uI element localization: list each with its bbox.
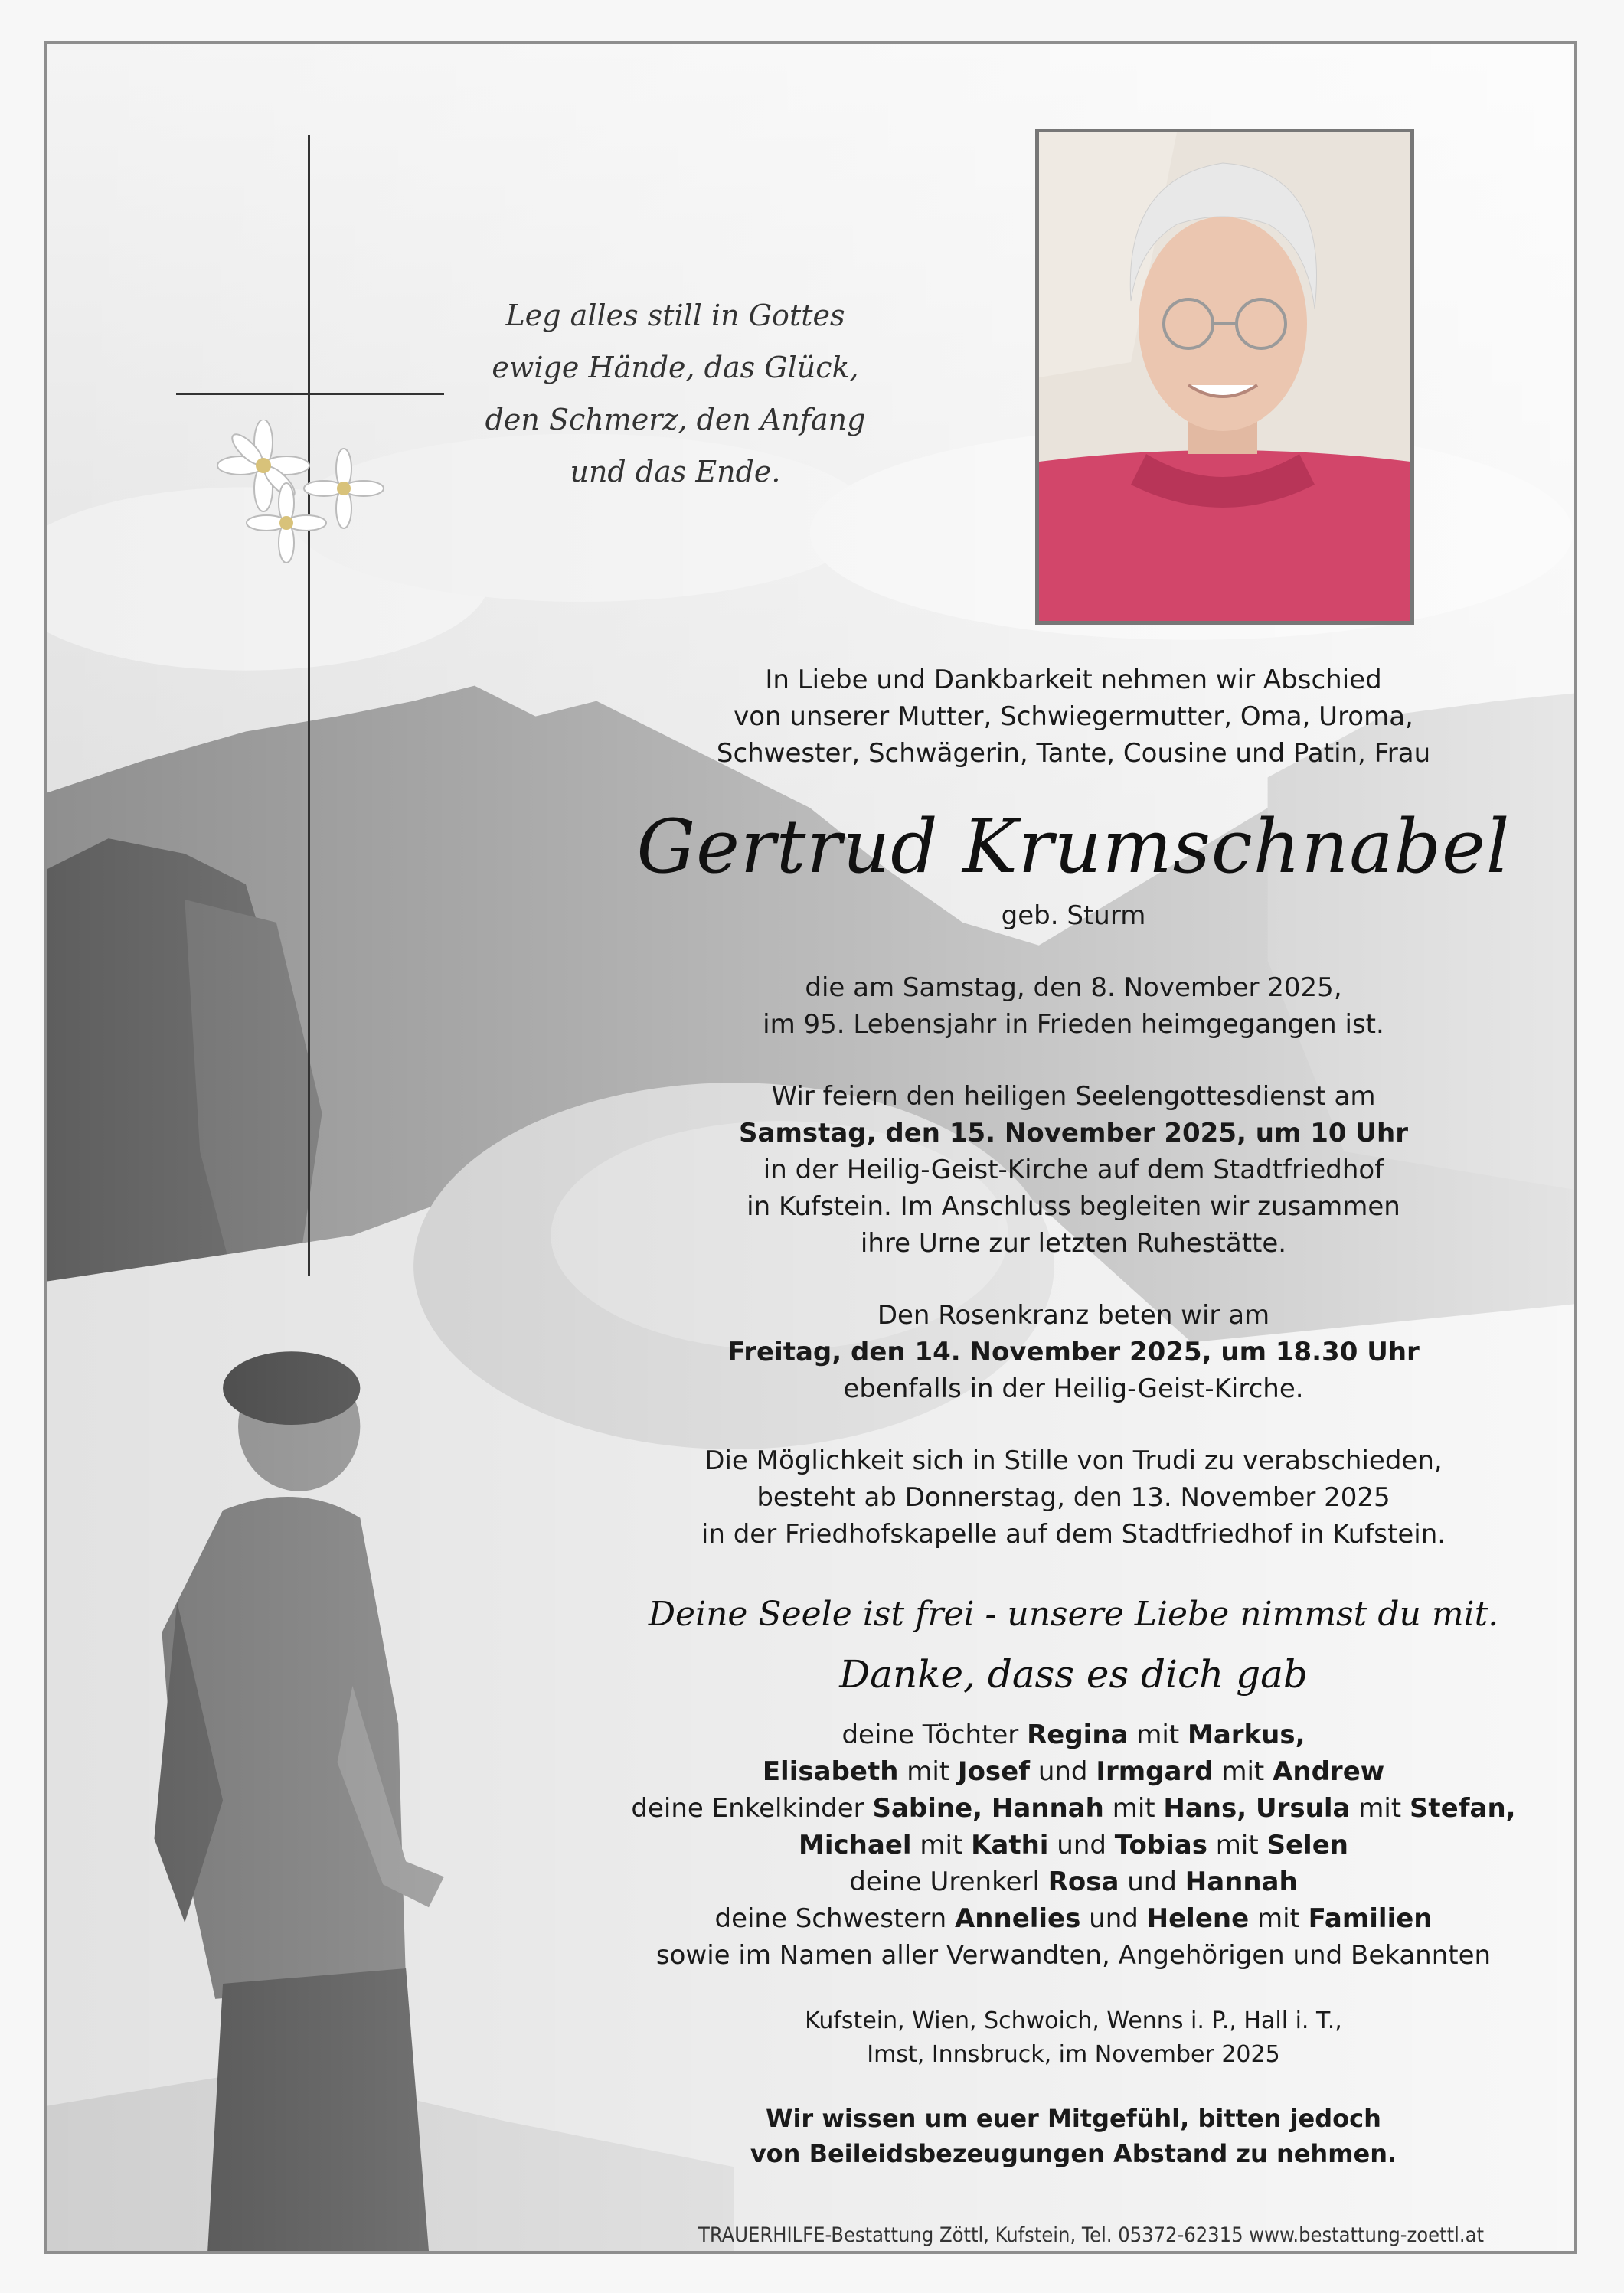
intro-line: Schwester, Schwägerin, Tante, Cousine und Patin, Frau (716, 738, 1431, 769)
farewell-line: besteht ab Donnerstag, den 13. November 2025 (756, 1482, 1390, 1513)
farewell-line: in der Friedhofskapelle auf dem Stadtfriedhof in Kufstein. (701, 1519, 1446, 1550)
request-line: von Beileidsbezeugungen Abstand zu nehmen. (750, 2139, 1397, 2168)
service-line: ihre Urne zur letzten Ruhestätte. (860, 1228, 1287, 1259)
motto-line: Deine Seele ist frei - unsere Liebe nimmst du mit. (648, 1595, 1499, 1634)
obituary-text (568, 661, 1577, 2171)
service-line: in Kufstein. Im Anschluss begleiten wir zusammen (747, 1191, 1400, 1222)
mourner-line: deine Schwestern Annelies und Helene mit Familien (714, 1903, 1433, 1934)
farewell-line: Die Möglichkeit sich in Stille von Trudi zu verabschieden, (704, 1445, 1443, 1476)
poem-line: Leg alles still in Gottes (505, 299, 845, 332)
service-line: in der Heilig-Geist-Kirche auf dem Stadtfriedhof (763, 1155, 1384, 1185)
poem-line: ewige Hände, das Glück, (492, 351, 859, 384)
rosary-line: Den Rosenkranz beten wir am (877, 1300, 1270, 1331)
service-date: Samstag, den 15. November 2025, um 10 Uhr (739, 1118, 1408, 1148)
places-line: Kufstein, Wien, Schwoich, Wenns i. P., Hall i. T., (805, 2007, 1342, 2034)
portrait-photo (1035, 129, 1414, 625)
rosary-line: ebenfalls in der Heilig-Geist-Kirche. (843, 1374, 1304, 1404)
obituary-card (44, 41, 1577, 2254)
mourner-line: deine Enkelkinder Sabine, Hannah mit Hans, Ursula mit Stefan, (631, 1793, 1516, 1824)
poem-quote (476, 289, 874, 498)
request-line: Wir wissen um euer Mitgefühl, bitten jedoch (766, 2104, 1381, 2133)
poem-line: den Schmerz, den Anfang (485, 403, 866, 436)
mourner-line: Michael mit Kathi und Tobias mit Selen (799, 1830, 1348, 1860)
edelweiss-flowers-icon (210, 420, 394, 619)
service-line: Wir feiern den heiligen Seelengottesdienst am (771, 1081, 1376, 1112)
rosary-date: Freitag, den 14. November 2025, um 18.30 Uhr (727, 1337, 1420, 1367)
deceased-name: Gertrud Krumschnabel (636, 804, 1511, 890)
intro-line: In Liebe und Dankbarkeit nehmen wir Abschied (765, 665, 1382, 695)
mourner-line: sowie im Namen aller Verwandten, Angehörigen und Bekannten (655, 1940, 1492, 1971)
death-line: die am Samstag, den 8. November 2025, (805, 972, 1342, 1003)
cross-vertical-bar (308, 135, 310, 1276)
funeral-home-footer: TRAUERHILFE-Bestattung Zöttl, Kufstein, Tel. 05372-62315 www.bestattung-zoettl.at (698, 2223, 1484, 2247)
cross-horizontal-bar (176, 393, 444, 395)
mourner-line: deine Urenkerl Rosa und Hannah (849, 1867, 1298, 1897)
mourner-line: deine Töchter Regina mit Markus, (841, 1720, 1305, 1750)
intro-line: von unserer Mutter, Schwiegermutter, Oma, Uroma, (734, 701, 1413, 732)
mourner-line: Elisabeth mit Josef und Irmgard mit Andrew (762, 1756, 1385, 1787)
poem-line: und das Ende. (570, 455, 781, 488)
places-line: Imst, Innsbruck, im November 2025 (867, 2041, 1280, 2068)
motto-line: Danke, dass es dich gab (839, 1652, 1308, 1697)
birth-name: geb. Sturm (1001, 900, 1146, 931)
death-line: im 95. Lebensjahr in Frieden heimgegangen ist. (763, 1009, 1384, 1040)
